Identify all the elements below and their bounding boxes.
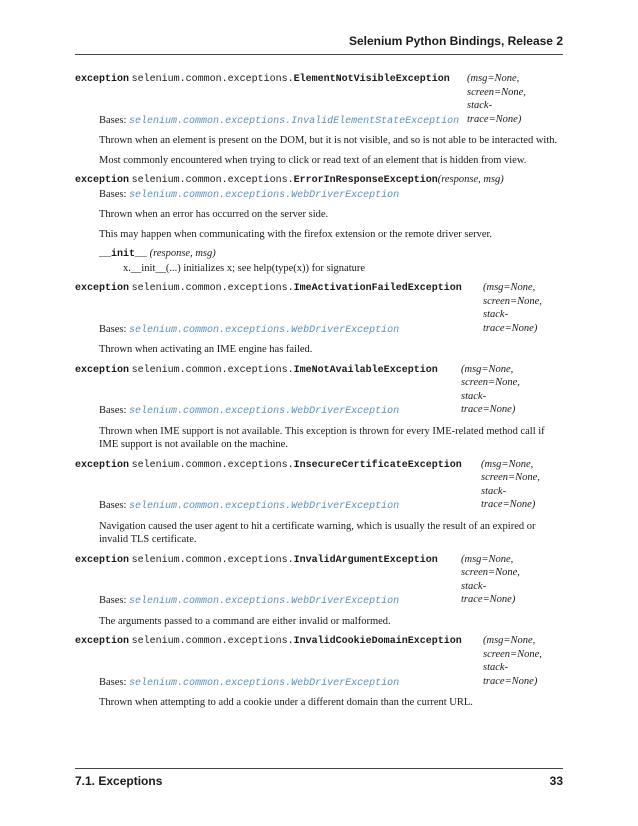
exception-keyword: exception	[75, 364, 130, 376]
description-paragraph: Most commonly encountered when trying to click or read text of an element that is hidden from view.	[99, 154, 527, 166]
exception-entry	[75, 458, 565, 547]
bases-link[interactable]: selenium.common.exceptions.WebDriverException	[129, 677, 400, 689]
param-line: screen=None,	[481, 472, 540, 483]
module-path: selenium.common.exceptions.	[131, 636, 294, 647]
method-name[interactable]: __init__	[99, 249, 148, 260]
signature-params	[461, 553, 541, 607]
exception-keyword: exception	[75, 175, 130, 186]
exception-entry	[75, 72, 565, 167]
module-path: selenium.common.exceptions.	[131, 74, 294, 85]
param-line: trace=None)	[483, 675, 538, 687]
bases-link[interactable]: selenium.common.exceptions.WebDriverException	[129, 501, 400, 512]
param-line: screen=None,	[461, 377, 520, 388]
bases-label: Bases:	[99, 405, 127, 416]
param-line: stack-	[481, 485, 507, 497]
page-header-title: Selenium Python Bindings, Release 2	[348, 34, 563, 48]
bases-link[interactable]: selenium.common.exceptions.WebDriverException	[129, 406, 400, 417]
param-line: screen=None,	[461, 567, 520, 578]
param-line: (msg=None,	[461, 553, 514, 565]
param-line: (msg=None,	[467, 73, 520, 84]
param-line: (msg=None,	[483, 282, 536, 293]
bases-label: Bases:	[99, 323, 127, 335]
description-paragraph: Thrown when activating an IME engine has failed.	[99, 344, 313, 355]
param-line: (response, msg)	[437, 174, 504, 185]
exception-entry	[75, 553, 565, 629]
param-line: screen=None,	[483, 295, 542, 307]
module-path: selenium.common.exceptions.	[131, 364, 294, 376]
exception-name[interactable]: InvalidArgumentException	[293, 554, 438, 566]
param-line: screen=None,	[483, 648, 542, 660]
description-paragraph: This may happen when communicating with the firefox extension or the remote driver server.	[99, 228, 493, 240]
module-path: selenium.common.exceptions.	[131, 554, 294, 566]
description-paragraph: Thrown when an element is present on the DOM, but it is not visible, and so is not able to be interacted with.	[99, 135, 558, 146]
param-line: stack-	[467, 100, 493, 111]
param-line: trace=None)	[481, 499, 536, 510]
exception-entry	[75, 173, 565, 275]
header-divider	[75, 54, 563, 55]
exception-name[interactable]: InsecureCertificateException	[293, 459, 462, 471]
exception-signature	[75, 173, 565, 188]
param-line: (msg=None,	[483, 635, 536, 646]
exception-name[interactable]: ImeNotAvailableException	[293, 364, 438, 376]
param-line: trace=None)	[461, 594, 516, 605]
param-line: (msg=None,	[481, 458, 534, 470]
exception-keyword: exception	[75, 283, 130, 294]
bases-label: Bases:	[99, 595, 127, 606]
footer-section: 7.1. Exceptions	[75, 774, 163, 788]
param-line: stack-	[483, 309, 509, 320]
description-paragraph: Navigation caused the user agent to hit a certificate warning, which is usually the result of an expired or invalid TLS certificate.	[99, 520, 536, 545]
description-paragraph: The arguments passed to a command are either invalid or malformed.	[99, 615, 391, 627]
bases-label: Bases:	[99, 114, 127, 126]
description-paragraph: Thrown when attempting to add a cookie under a different domain than the current URL.	[99, 697, 473, 708]
signature-params	[438, 174, 504, 185]
bases-label: Bases:	[99, 188, 127, 200]
exception-entry	[75, 363, 565, 452]
bases-link[interactable]: selenium.common.exceptions.InvalidElementStateException	[129, 115, 460, 127]
exception-description	[99, 188, 565, 276]
module-path: selenium.common.exceptions.	[131, 175, 294, 186]
bases-link[interactable]: selenium.common.exceptions.WebDriverException	[129, 324, 400, 336]
method-args: (response, msg)	[149, 248, 216, 259]
footer-divider	[75, 768, 563, 769]
exception-keyword: exception	[75, 554, 130, 566]
document-content	[75, 72, 565, 710]
bases-link[interactable]: selenium.common.exceptions.WebDriverException	[129, 189, 400, 201]
exception-entry	[75, 281, 565, 357]
description-paragraph: Thrown when an error has occurred on the server side.	[99, 209, 329, 220]
bases-link[interactable]: selenium.common.exceptions.WebDriverException	[129, 596, 400, 607]
signature-params	[467, 72, 547, 126]
param-line: stack-	[461, 580, 487, 592]
param-line: trace=None)	[461, 404, 516, 415]
footer-page-number: 33	[549, 774, 563, 788]
exception-keyword: exception	[75, 74, 130, 85]
param-line: stack-	[483, 662, 509, 673]
module-path: selenium.common.exceptions.	[131, 459, 294, 471]
param-line: screen=None,	[467, 86, 526, 98]
signature-params	[483, 281, 563, 335]
exception-name[interactable]: ImeActivationFailedException	[293, 283, 462, 294]
signature-params	[481, 458, 561, 512]
description-paragraph: Thrown when IME support is not available. This exception is thrown for every IME-related method call if IME support is not available on the machine.	[99, 425, 545, 450]
bases-label: Bases:	[99, 676, 127, 688]
signature-params	[483, 634, 563, 688]
exception-keyword: exception	[75, 636, 130, 647]
bases-line	[99, 188, 565, 203]
exception-entry	[75, 634, 565, 710]
exception-name[interactable]: InvalidCookieDomainException	[293, 636, 462, 647]
exception-keyword: exception	[75, 459, 130, 471]
exception-name[interactable]: ElementNotVisibleException	[293, 74, 450, 85]
bases-label: Bases:	[99, 500, 127, 511]
module-path: selenium.common.exceptions.	[131, 283, 294, 294]
signature-params	[461, 363, 541, 417]
exception-name[interactable]: ErrorInResponseException	[293, 175, 438, 186]
param-line: trace=None)	[467, 113, 522, 125]
method-signature	[99, 247, 565, 262]
param-line: trace=None)	[483, 322, 538, 334]
method-description: x.__init__(...) initializes x; see help(type(x)) for signature	[123, 262, 366, 274]
param-line: (msg=None,	[461, 363, 514, 375]
param-line: stack-	[461, 390, 487, 402]
